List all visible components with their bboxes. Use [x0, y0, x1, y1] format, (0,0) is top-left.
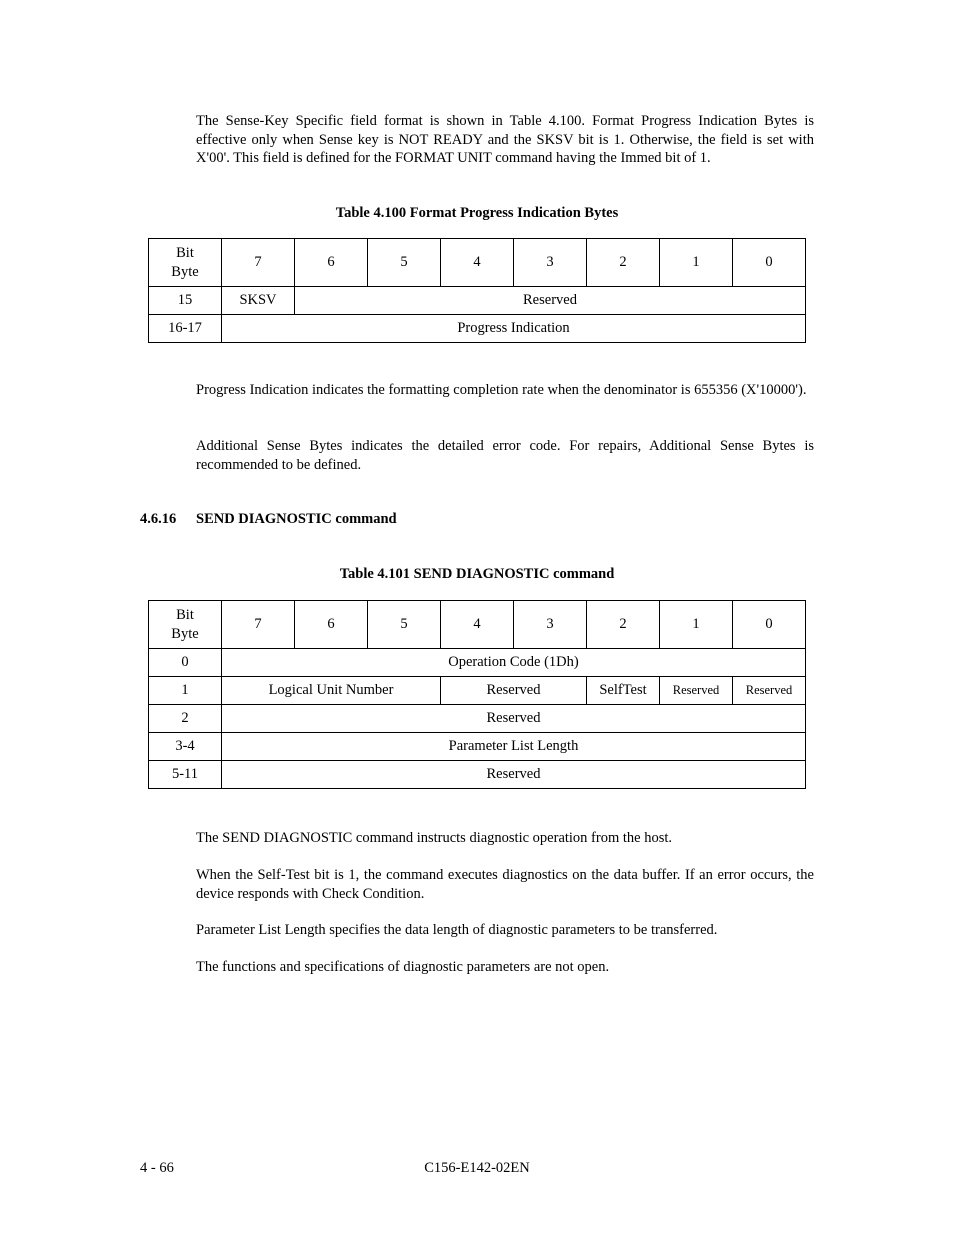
progress-indication-cell: Progress Indication [222, 315, 806, 343]
table-row [149, 761, 806, 789]
byte-number-cell: 15 [149, 287, 222, 315]
additional-sense-paragraph: Additional Sense Bytes indicates the detailed error code. For repairs, Additional Sense Bytes is recommended to be defined. [196, 438, 814, 473]
bit-header-label: Bit [176, 244, 194, 261]
logical-unit-number-cell: Logical Unit Number [222, 677, 441, 705]
document-id: C156-E142-02EN [424, 1160, 530, 1176]
table-row [149, 315, 806, 343]
byte-number-cell: 3-4 [149, 733, 222, 761]
reserved-cell: Reserved [222, 705, 806, 733]
progress-indication-paragraph: Progress Indication indicates the formatting completion rate when the denominator is 655356 (X'10000'). [196, 382, 807, 398]
reserved-bit1-cell: Reserved [660, 677, 733, 705]
table-row [149, 287, 806, 315]
bit-7-header: 7 [222, 239, 295, 287]
byte-number-cell: 16-17 [149, 315, 222, 343]
bit-header-label: Bit [176, 606, 194, 623]
table-row [149, 649, 806, 677]
table-4-100-caption: Table 4.100 Format Progress Indication Bytes [335, 205, 619, 221]
bit-3-header: 3 [514, 601, 587, 649]
byte-header-label: Byte [171, 625, 199, 642]
bit-1-header: 1 [660, 601, 733, 649]
bit-4-header: 4 [441, 239, 514, 287]
reserved-bit0-cell: Reserved [733, 677, 806, 705]
selftest-cell: SelfTest [587, 677, 660, 705]
bit-6-header: 6 [295, 601, 368, 649]
byte-header-label: Byte [171, 263, 199, 280]
byte-number-cell: 0 [149, 649, 222, 677]
table-row [149, 705, 806, 733]
section-title: SEND DIAGNOSTIC command [196, 511, 397, 527]
bit-2-header: 2 [587, 601, 660, 649]
bit-4-header: 4 [441, 601, 514, 649]
sksv-cell: SKSV [222, 287, 295, 315]
section-heading [140, 511, 397, 528]
parameter-list-paragraph: Parameter List Length specifies the data length of diagnostic parameters to be transferred. [196, 922, 718, 938]
table-4-101-caption: Table 4.101 SEND DIAGNOSTIC command [339, 566, 615, 582]
bit-1-header: 1 [660, 239, 733, 287]
section-number: 4.6.16 [140, 511, 177, 527]
operation-code-cell: Operation Code (1Dh) [222, 649, 806, 677]
table-header-row [149, 601, 806, 649]
bit-6-header: 6 [295, 239, 368, 287]
bit-3-header: 3 [514, 239, 587, 287]
table-row [149, 733, 806, 761]
send-diagnostic-paragraph: The SEND DIAGNOSTIC command instructs diagnostic operation from the host. [196, 830, 673, 846]
bit-byte-header-cell [149, 601, 222, 649]
self-test-paragraph: When the Self-Test bit is 1, the command executes diagnostics on the data buffer. If an error occurs, the device responds with Check Condition. [196, 867, 814, 902]
table-row [149, 677, 806, 705]
bit-7-header: 7 [222, 601, 295, 649]
page-number: 4 - 66 [140, 1160, 174, 1176]
reserved-cell: Reserved [295, 287, 806, 315]
format-progress-table [148, 238, 806, 343]
bit-byte-header-cell [149, 239, 222, 287]
byte-number-cell: 5-11 [149, 761, 222, 789]
reserved-cell: Reserved [222, 761, 806, 789]
bit-2-header: 2 [587, 239, 660, 287]
table-header-row [149, 239, 806, 287]
bit-5-header: 5 [368, 601, 441, 649]
diagnostic-params-paragraph: The functions and specifications of diagnostic parameters are not open. [196, 959, 610, 975]
byte-number-cell: 2 [149, 705, 222, 733]
bit-5-header: 5 [368, 239, 441, 287]
byte-number-cell: 1 [149, 677, 222, 705]
reserved-cell: Reserved [441, 677, 587, 705]
parameter-list-length-cell: Parameter List Length [222, 733, 806, 761]
send-diagnostic-table [148, 600, 806, 789]
bit-0-header: 0 [733, 239, 806, 287]
intro-paragraph: The Sense-Key Specific field format is shown in Table 4.100. Format Progress Indication Bytes is effective only when Sense key is NOT READY and the SKSV bit is 1. Otherwise, the field is set with X'00'. This field is defined for the FORMAT UNIT command having the Immed bit of 1. [196, 113, 814, 166]
bit-0-header: 0 [733, 601, 806, 649]
